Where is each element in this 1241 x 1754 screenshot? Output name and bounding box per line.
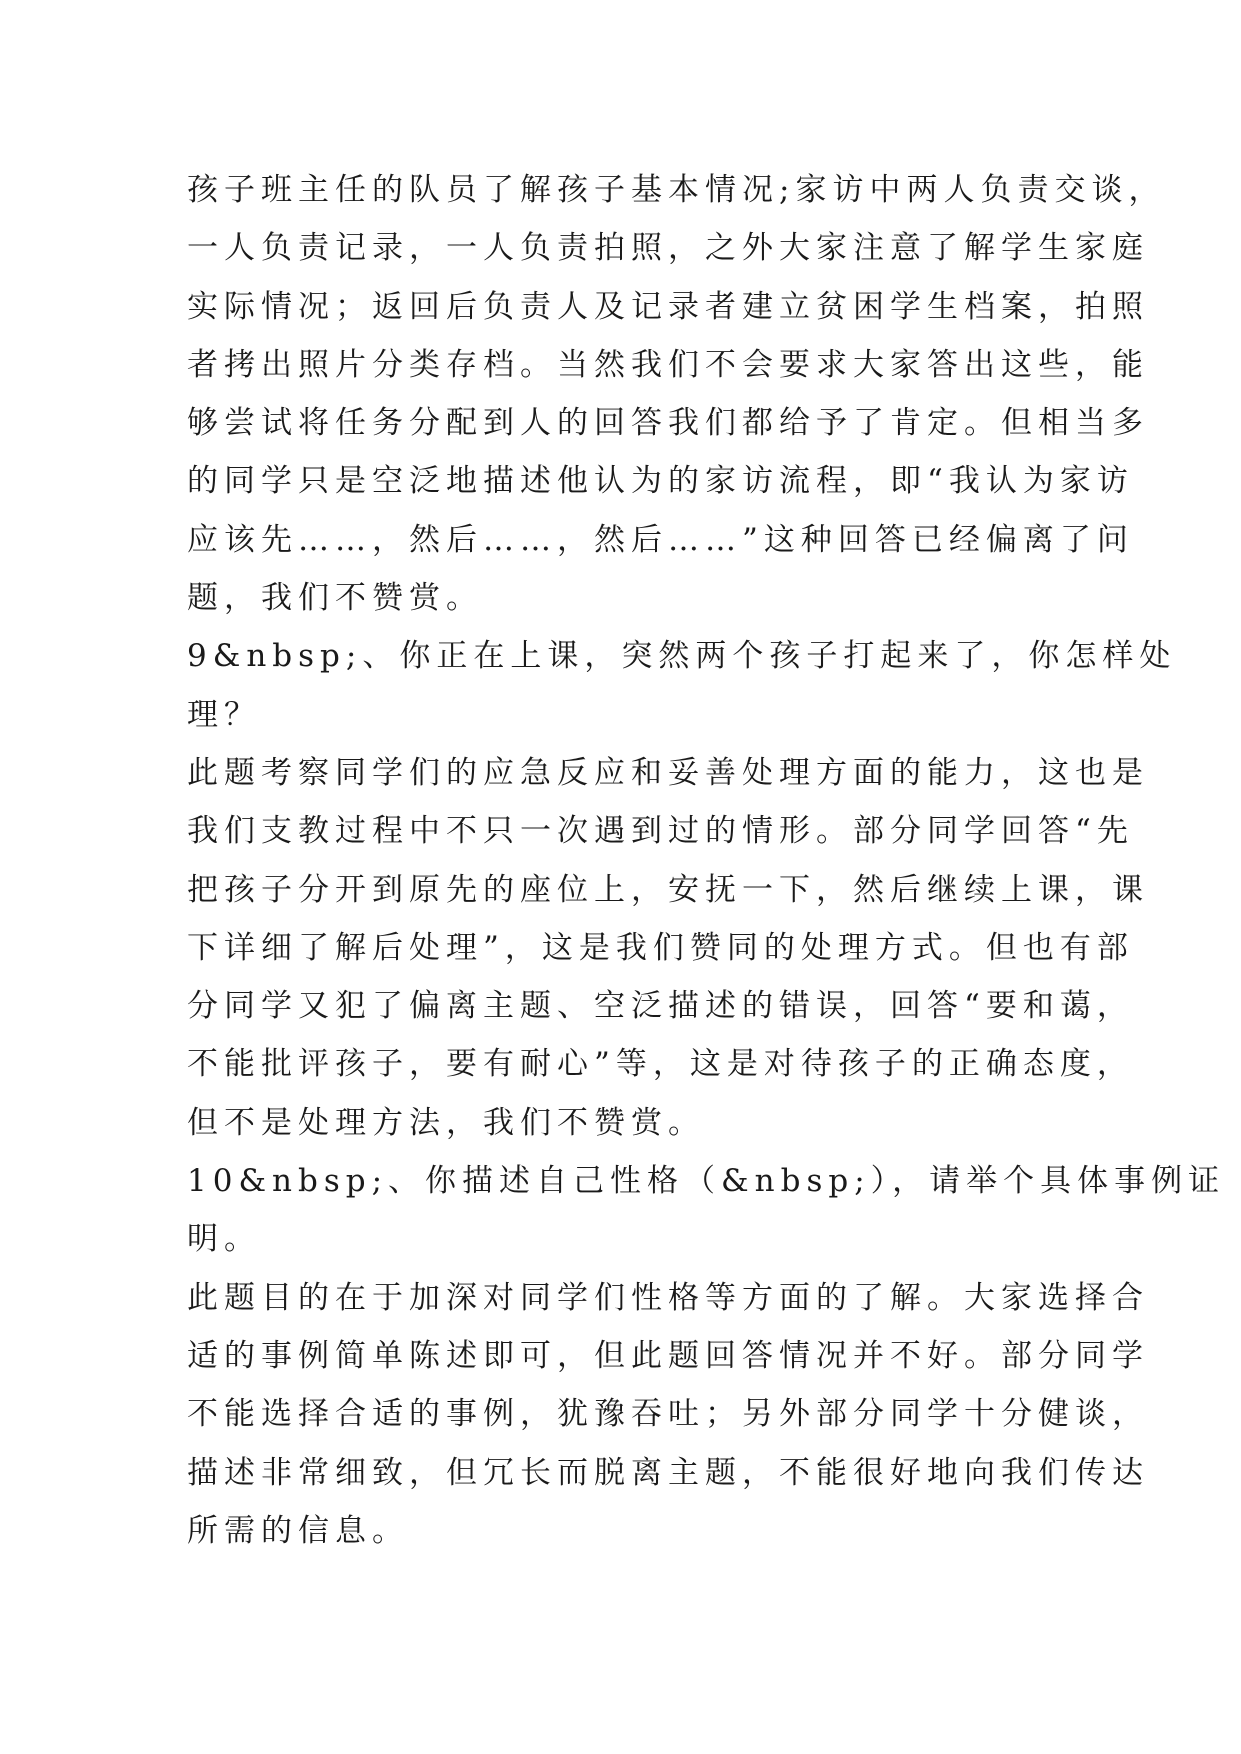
text-line: 此题目的在于加深对同学们性格等方面的了解。大家选择合	[187, 1279, 1149, 1316]
text-line: 实际情况；返回后负责人及记录者建立贫困学生档案，拍照	[187, 288, 1149, 325]
question-9-line: 9&nbsp;、你正在上课，突然两个孩子打起来了，你怎样处	[187, 638, 1177, 675]
text-line: 把孩子分开到原先的座位上，安抚一下，然后继续上课，课	[187, 871, 1149, 908]
text-line: 我们支教过程中不只一次遇到过的情形。部分同学回答“先	[187, 813, 1134, 850]
question-10-line: 10&nbsp;、你描述自己性格（&nbsp;），请举个具体事例证	[187, 1163, 1226, 1200]
text-line: 者拷出照片分类存档。当然我们不会要求大家答出这些，能	[187, 346, 1149, 383]
question-10-line: 明。	[187, 1221, 261, 1258]
text-line: 够尝试将任务分配到人的回答我们都给予了肯定。但相当多	[187, 405, 1149, 442]
text-line: 的同学只是空泛地描述他认为的家访流程，即“我认为家访	[187, 463, 1134, 500]
text-line: 适的事例简单陈述即可，但此题回答情况并不好。部分同学	[187, 1337, 1149, 1374]
text-line: 所需的信息。	[187, 1512, 409, 1549]
document-body	[187, 161, 1226, 1560]
text-line: 下详细了解后处理”，这是我们赞同的处理方式。但也有部	[187, 929, 1134, 966]
text-line: 一人负责记录，一人负责拍照，之外大家注意了解学生家庭	[187, 230, 1149, 267]
text-line: 孩子班主任的队员了解孩子基本情况;家访中两人负责交谈，	[187, 172, 1166, 208]
text-line: 不能选择合适的事例，犹豫吞吐；另外部分同学十分健谈，	[187, 1396, 1149, 1433]
text-line: 应该先……，然后……，然后……”这种回答已经偏离了问	[187, 521, 1134, 558]
question-9-line: 理？	[187, 696, 261, 733]
text-line: 但不是处理方法，我们不赞赏。	[187, 1104, 705, 1141]
text-line: 不能批评孩子，要有耐心”等，这是对待孩子的正确态度，	[187, 1046, 1134, 1083]
text-line: 题，我们不赞赏。	[187, 580, 483, 617]
text-line: 此题考察同学们的应急反应和妥善处理方面的能力，这也是	[187, 754, 1149, 791]
text-line: 分同学又犯了偏离主题、空泛描述的错误，回答“要和蔼，	[187, 988, 1134, 1025]
text-line: 描述非常细致，但冗长而脱离主题，不能很好地向我们传达	[187, 1454, 1149, 1491]
